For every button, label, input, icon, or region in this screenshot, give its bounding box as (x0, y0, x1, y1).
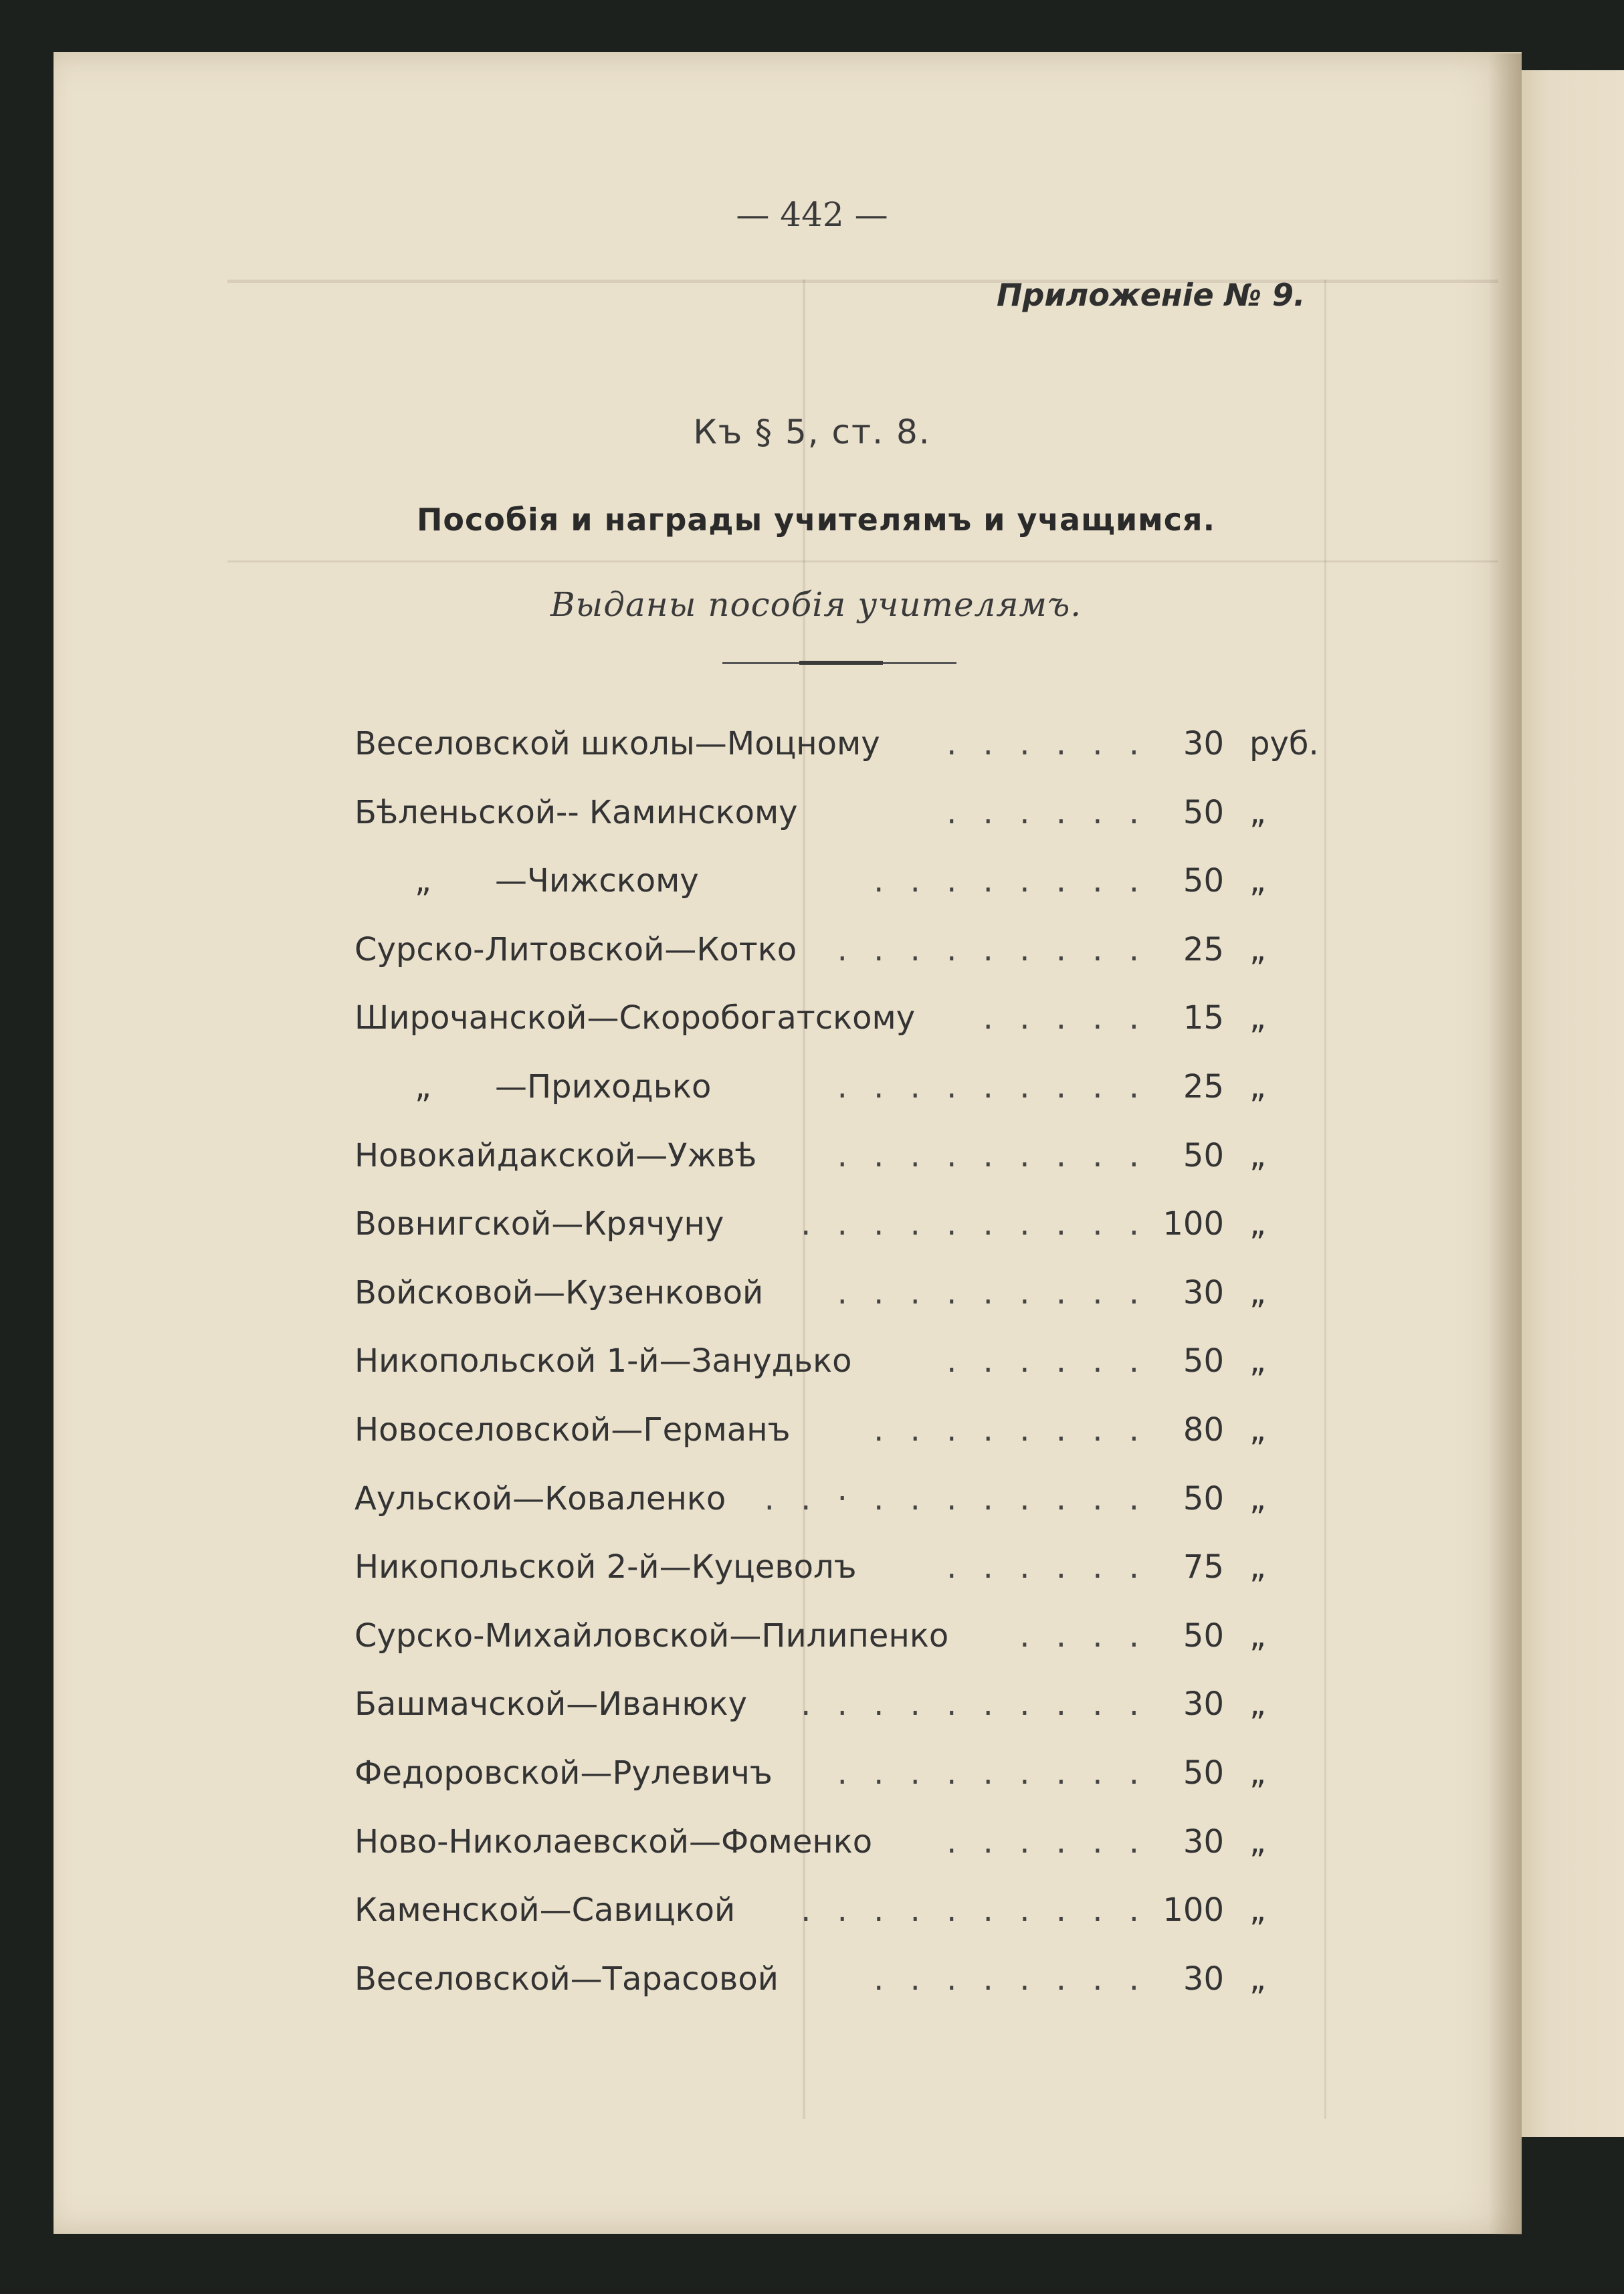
entry-unit: „ (1249, 1273, 1266, 1312)
ditto-mark: „ (415, 862, 431, 900)
dot-leader: . . . . . . . . . (837, 1273, 1147, 1312)
dot-leader: . . . . . . (946, 793, 1147, 831)
dot-leader: . . · . . . . . . . . (764, 1479, 1147, 1518)
list-item (354, 1539, 1331, 1608)
entry-unit: „ (1249, 1891, 1266, 1930)
entry-name: Широчанской—Скоробогатскому (354, 999, 916, 1037)
list-item (354, 853, 1331, 922)
dot-leader: . . . . (1019, 1617, 1147, 1655)
dot-leader: . . . . . . . . (874, 1960, 1147, 1998)
list-item (354, 1745, 1331, 1814)
entry-unit: „ (1249, 1136, 1266, 1174)
dot-leader: . . . . . . . . . . (801, 1685, 1147, 1724)
list-item (354, 922, 1331, 990)
dot-leader: . . . . . . (946, 1342, 1147, 1380)
list-item (354, 1471, 1331, 1540)
entry-amount: 30 (1183, 1685, 1224, 1724)
dot-leader: . . . . . . . . . (837, 1136, 1147, 1174)
entry-unit: руб. (1249, 725, 1319, 762)
dot-leader: . . . . . . . . (874, 862, 1147, 900)
entry-amount: 50 (1183, 1617, 1224, 1655)
entry-unit: „ (1249, 1205, 1266, 1243)
entry-unit: „ (1249, 1411, 1266, 1449)
entry-name: Никопольской 2-й—Куцеволъ (354, 1548, 857, 1586)
page-heading: Пособія и награды учителямъ и учащимся. (416, 502, 1216, 538)
entry-amount: 30 (1183, 1822, 1224, 1861)
dot-leader: . . . . . . . . . (837, 1754, 1147, 1792)
bleed-through-line (227, 280, 1498, 283)
list-item (354, 1814, 1331, 1883)
list-item (354, 1128, 1331, 1196)
list-item (354, 785, 1331, 853)
entry-name: Аульской—Коваленко (354, 1479, 726, 1518)
page-subheading: Выданы пособія учителямъ. (550, 585, 1082, 624)
entry-unit: „ (1249, 1342, 1266, 1380)
list-item (354, 990, 1331, 1059)
entry-unit: „ (1249, 1754, 1266, 1792)
dot-leader: . . . . . . . . . (837, 930, 1147, 968)
entry-name: Башмачской—Иванюку (354, 1685, 747, 1724)
entry-name: Ново-Николаевской—Фоменко (354, 1822, 873, 1861)
entry-unit: „ (1249, 1822, 1266, 1861)
facing-page-edge (1510, 70, 1624, 2137)
dot-leader: . . . . . . (946, 725, 1147, 762)
entry-name: Сурско-Михайловской—Пилипенко (354, 1617, 949, 1655)
entry-unit: „ (1249, 793, 1266, 831)
entry-amount: 30 (1183, 1273, 1224, 1312)
entry-unit: „ (1249, 930, 1266, 968)
entry-name: Сурско-Литовской—Котко (354, 930, 797, 968)
entry-name: Федоровской—Рулевичъ (354, 1754, 773, 1792)
list-item (354, 1402, 1331, 1471)
entry-name-text: —Приходько (495, 1067, 712, 1106)
entry-amount: 80 (1183, 1411, 1224, 1449)
dot-leader: . . . . . . . . . . (801, 1205, 1147, 1243)
entry-amount: 50 (1183, 1479, 1224, 1518)
entry-unit: „ (1249, 1479, 1266, 1518)
entry-amount: 50 (1183, 793, 1224, 831)
page-number: — 442 — (736, 195, 888, 234)
entry-name-text: —Чижскому (495, 862, 699, 900)
list-item (354, 1333, 1331, 1402)
entry-name: Веселовской школы—Моцному (354, 725, 880, 762)
entry-amount: 25 (1183, 1067, 1224, 1106)
entry-amount: 100 (1162, 1891, 1224, 1930)
page-gutter-shadow (1488, 54, 1522, 2235)
dot-leader: . . . . . . (946, 1548, 1147, 1586)
dot-leader: . . . . . . . . . . (801, 1891, 1147, 1930)
entry-amount: 75 (1183, 1548, 1224, 1586)
entry-amount: 100 (1162, 1205, 1224, 1243)
entry-unit: „ (1249, 862, 1266, 900)
entry-name: Никопольской 1-й—Занудько (354, 1342, 852, 1380)
allowance-list (354, 716, 1331, 2019)
entry-amount: 50 (1183, 1342, 1224, 1380)
entry-unit: „ (1249, 1548, 1266, 1586)
list-item (354, 716, 1331, 785)
entry-amount: 30 (1183, 725, 1224, 762)
dot-leader: . . . . . . . . . (837, 1067, 1147, 1106)
dot-leader: . . . . . . (946, 1822, 1147, 1861)
entry-unit: „ (1249, 999, 1266, 1037)
entry-unit: „ (1249, 1960, 1266, 1998)
entry-unit: „ (1249, 1617, 1266, 1655)
entry-amount: 50 (1183, 1754, 1224, 1792)
list-item (354, 1059, 1331, 1128)
list-item (354, 1676, 1331, 1745)
entry-unit: „ (1249, 1685, 1266, 1724)
entry-name (354, 862, 699, 900)
section-reference: Къ § 5, ст. 8. (693, 413, 931, 451)
entry-name: Новоселовской—Германъ (354, 1411, 791, 1449)
entry-name (354, 1068, 711, 1106)
bleed-through-line (227, 560, 1498, 562)
list-item (354, 1951, 1331, 2020)
entry-amount: 50 (1183, 1136, 1224, 1174)
appendix-label: Приложеніе № 9. (997, 277, 1306, 313)
entry-name: Каменской—Савицкой (354, 1891, 736, 1930)
decorative-rule (722, 662, 956, 664)
ditto-mark: „ (415, 1067, 431, 1106)
entry-amount: 25 (1183, 930, 1224, 968)
entry-name: Бѣленьской-- Каминскому (354, 793, 798, 831)
entry-name: Вовнигской—Крячуну (354, 1205, 724, 1243)
entry-amount: 30 (1183, 1960, 1224, 1998)
dot-leader: . . . . . . . . (874, 1411, 1147, 1449)
entry-name: Войсковой—Кузенковой (354, 1273, 764, 1312)
entry-name: Веселовской—Тарасовой (354, 1960, 779, 1998)
entry-amount: 15 (1183, 999, 1224, 1037)
entry-amount: 50 (1183, 862, 1224, 900)
list-item (354, 1608, 1331, 1677)
list-item (354, 1265, 1331, 1334)
entry-name: Новокайдакской—Ужвѣ (354, 1136, 757, 1174)
dot-leader: . . . . . (983, 999, 1147, 1037)
list-item (354, 1882, 1331, 1951)
entry-unit: „ (1249, 1067, 1266, 1106)
list-item (354, 1196, 1331, 1265)
